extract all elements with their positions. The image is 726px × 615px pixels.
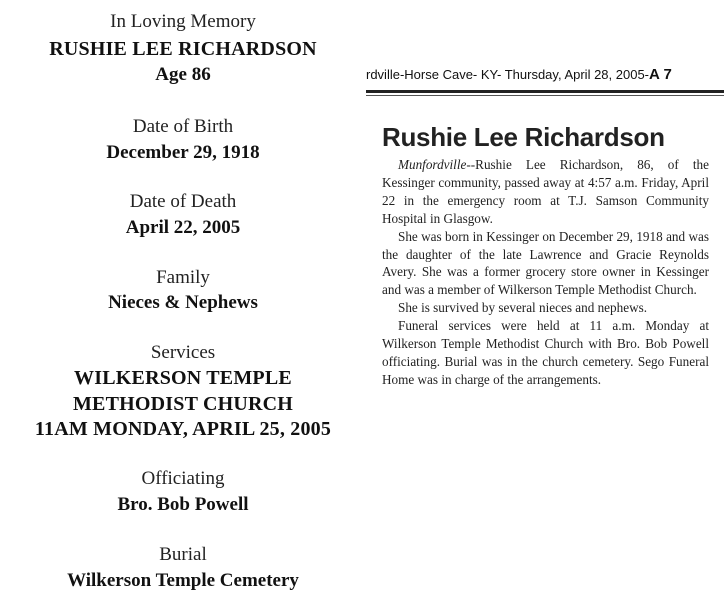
dateline-place: Munfordville <box>398 157 467 172</box>
page-number: A 7 <box>649 66 672 83</box>
obituary-headline: Rushie Lee Richardson <box>382 122 665 152</box>
services-church-line2: METHODIST CHURCH <box>72 393 294 415</box>
services-church-line1: WILKERSON TEMPLE <box>74 367 292 389</box>
age: Age 86 <box>155 64 211 85</box>
masthead-rule-thick <box>366 90 724 93</box>
obituary-paragraph: She was born in Kessinger on December 29, 1918 and was the daughter of the late Lawrence and Gracie Reynolds Avery. She was a former grocery store owner in Kessinger and was a member of Wilkerson Temple Methodist Church. <box>382 228 709 298</box>
masthead-text: rdville-Horse Cave- KY- Thursday, April 28, 2005- <box>366 67 649 82</box>
newspaper-clipping <box>366 60 724 420</box>
services-datetime: 11AM MONDAY, APRIL 25, 2005 <box>34 418 332 440</box>
death-date: April 22, 2005 <box>125 217 241 238</box>
obituary-body <box>382 156 709 389</box>
deceased-name: RUSHIE LEE RICHARDSON <box>49 38 317 60</box>
birth-date: December 29, 1918 <box>106 142 260 163</box>
death-label: Date of Death <box>129 191 237 212</box>
birth-label: Date of Birth <box>132 116 234 137</box>
burial-value: Wilkerson Temple Cemetery <box>67 570 299 591</box>
burial-label: Burial <box>159 544 207 565</box>
obituary-paragraph: Funeral services were held at 11 a.m. Monday at Wilkerson Temple Methodist Church with Bro. Bob Powell officiating. Burial was in the church cemetery. Sego Funeral Home was in charge of the arrangements. <box>382 318 709 387</box>
family-label: Family <box>156 267 210 288</box>
paragraph-1-text: --Rushie Lee Richardson, 86, of the Kessinger community, passed away at 4:57 a.m. Friday, April 22 in the emergency room at T.J. Samson Community Hospital in Glasgow. <box>382 157 709 226</box>
services-label: Services <box>150 342 216 363</box>
officiating-label: Officiating <box>141 468 225 489</box>
obituary-paragraph <box>382 156 709 228</box>
newspaper-masthead <box>366 66 721 83</box>
family-value: Nieces & Nephews <box>108 292 258 313</box>
masthead-rule-thin <box>366 95 724 96</box>
obituary-paragraph: She is survived by several nieces and nephews. <box>398 300 648 316</box>
in-loving-memory-heading: In Loving Memory <box>110 11 256 32</box>
officiating-value: Bro. Bob Powell <box>117 494 249 515</box>
